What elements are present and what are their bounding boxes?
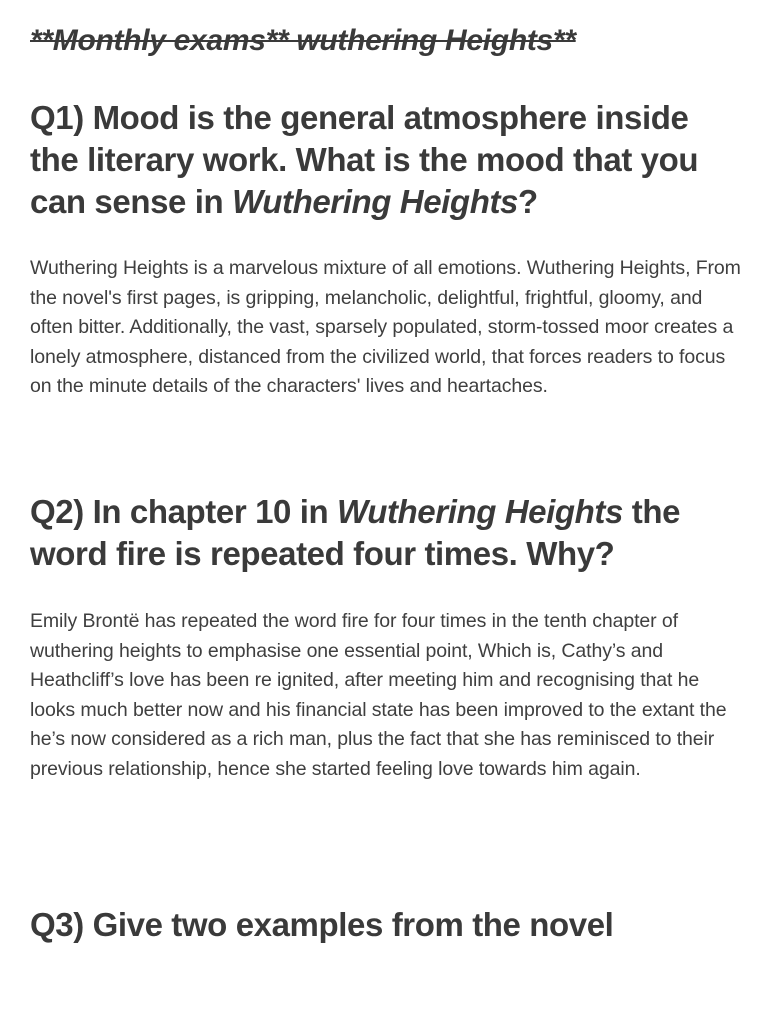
question-3 (30, 904, 742, 946)
question-3-number: Q3) (30, 906, 84, 943)
answer-1: Wuthering Heights is a marvelous mixture of all emotions. Wuthering Heights, From the novel's first pages, is gripping, melancholic, delightful, frightful, gloomy, and often bitter. Additionally, the vast, sparsely populated, storm-tossed moor creates a lonely atmosphere, distanced from the civilized world, that forces readers to focus on the minute details of the characters' lives and heartaches. (30, 257, 741, 398)
question-2-text-end: the word fire is repeated four times. Why? (30, 493, 681, 572)
question-1-punctuation: ? (518, 183, 538, 220)
question-1 (30, 97, 742, 223)
question-2-number: Q2) (30, 493, 84, 530)
question-1-book-title: Wuthering Heights (232, 183, 518, 220)
document-title: **Monthly exams** wuthering Heights** (30, 24, 576, 57)
question-2-book-title: Wuthering Heights (337, 493, 623, 530)
question-3-text: Give two examples from the novel (92, 906, 614, 943)
question-1-text: Mood is the general atmosphere inside the literary work. What is the mood that you can sense in (30, 99, 699, 220)
question-2 (30, 491, 742, 575)
answer-2: Emily Brontë has repeated the word fire for four times in the tenth chapter of wuthering heights to emphasise one essential point, Which is, Cathy’s and Heathcliff’s love has been re ignited, after meeting him and recognising that he looks much better now and his financial state has been improved to the extant the he’s now considered as a rich man, plus the fact that she has reminisced to their previous relationship, hence she started feeling love towards him again. (30, 610, 727, 780)
question-1-number: Q1) (30, 99, 84, 136)
question-2-text-start: In chapter 10 in (92, 493, 329, 530)
